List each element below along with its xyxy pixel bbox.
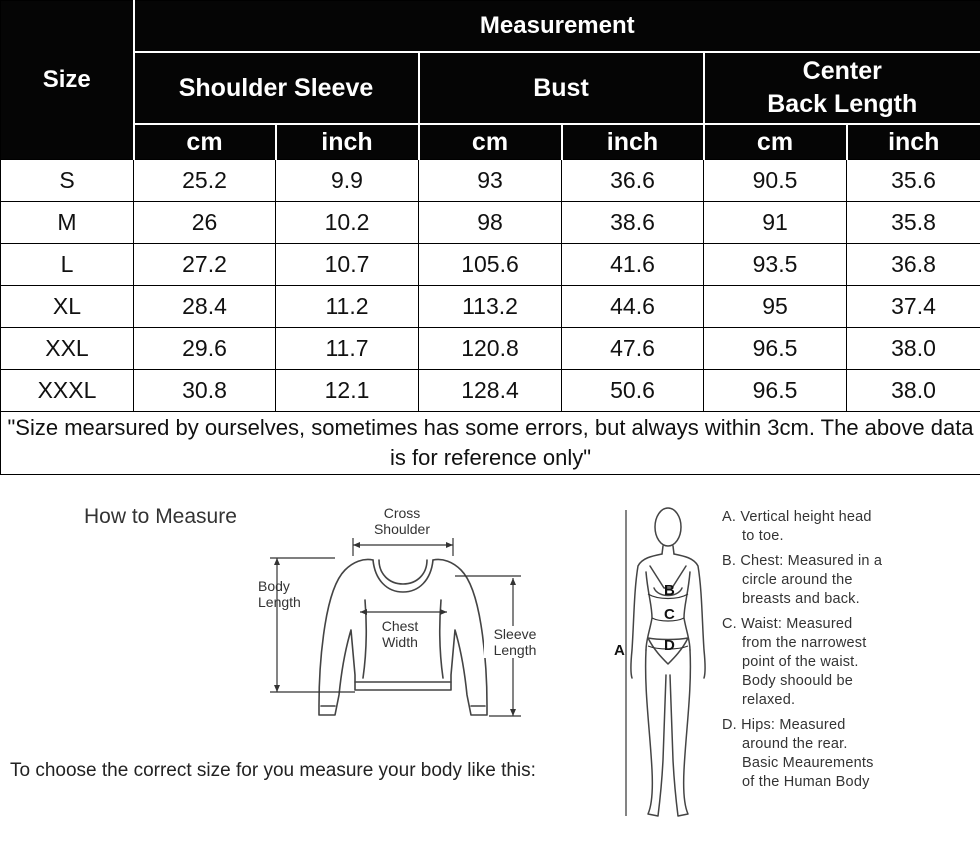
size-cell: L — [1, 244, 134, 286]
table-cell: 29.6 — [134, 328, 276, 370]
table-cell: 38.0 — [847, 328, 980, 370]
legend-text: D. Hips: Measured — [722, 717, 846, 733]
unit-header: cm — [134, 124, 276, 160]
table-cell: 96.5 — [704, 328, 847, 370]
table-row — [1, 160, 980, 202]
legend-text: circle around the — [742, 572, 853, 588]
table-cell: 98 — [419, 202, 562, 244]
table-cell: 36.8 — [847, 244, 980, 286]
size-cell: M — [1, 202, 134, 244]
group-label: Shoulder Sleeve — [178, 73, 374, 102]
table-cell: 27.2 — [134, 244, 276, 286]
cross-shoulder-label — [362, 505, 442, 537]
size-header: Size — [1, 1, 134, 160]
legend-text: Basic Meaurements — [742, 755, 874, 771]
table-row — [1, 370, 980, 412]
table-cell: 47.6 — [562, 328, 704, 370]
table-cell: 37.4 — [847, 286, 980, 328]
how-to-measure-title: How to Measure — [84, 505, 237, 528]
table-cell: 12.1 — [276, 370, 419, 412]
group-label-line1: Center — [802, 57, 882, 85]
legend-item-c — [722, 615, 972, 710]
table-cell: 25.2 — [134, 160, 276, 202]
table-row — [1, 244, 980, 286]
table-cell: 10.2 — [276, 202, 419, 244]
measurement-legend — [722, 508, 972, 798]
body-letter-c: C — [664, 606, 675, 623]
choose-size-instruction: To choose the correct size for you measure your body like this: — [10, 760, 536, 781]
label-line: Shoulder — [373, 521, 431, 537]
table-cell: 11.2 — [276, 286, 419, 328]
unit-header: inch — [847, 124, 980, 160]
label-line: Length — [493, 642, 537, 658]
group-label-line2: Back Length — [767, 90, 918, 118]
label-line: Body — [258, 578, 290, 594]
table-cell: 44.6 — [562, 286, 704, 328]
table-cell: 41.6 — [562, 244, 704, 286]
table-cell: 11.7 — [276, 328, 419, 370]
label-line: Length — [258, 594, 301, 610]
legend-item-d — [722, 716, 972, 792]
legend-item-b — [722, 552, 972, 609]
body-figure-diagram — [618, 500, 718, 830]
label-line: Sleeve — [493, 626, 537, 642]
legend-text: from the narrowest — [742, 635, 867, 651]
body-letter-a: A — [614, 642, 625, 659]
legend-text: to toe. — [742, 528, 784, 544]
table-cell: 128.4 — [419, 370, 562, 412]
group-label: Bust — [533, 73, 589, 102]
size-cell: XXL — [1, 328, 134, 370]
chest-width-label — [372, 618, 428, 650]
table-row — [1, 328, 980, 370]
table-cell: 120.8 — [419, 328, 562, 370]
table-cell: 28.4 — [134, 286, 276, 328]
body-letter-b: B — [664, 582, 675, 599]
measurement-header: Measurement — [134, 1, 980, 53]
table-cell: 113.2 — [419, 286, 562, 328]
unit-header: inch — [562, 124, 704, 160]
label-line: Width — [382, 634, 418, 650]
sleeve-length-label — [484, 626, 546, 658]
table-cell: 90.5 — [704, 160, 847, 202]
unit-header: cm — [419, 124, 562, 160]
table-cell: 93.5 — [704, 244, 847, 286]
table-row — [1, 202, 980, 244]
bust-header — [419, 52, 704, 124]
legend-text: around the rear. — [742, 736, 848, 752]
legend-text: C. Waist: Measured — [722, 616, 853, 632]
center-back-length-header — [704, 52, 980, 124]
legend-text: of the Human Body — [742, 774, 870, 790]
legend-text: point of the waist. — [742, 654, 859, 670]
table-cell: 105.6 — [419, 244, 562, 286]
label-line: Chest — [381, 618, 419, 634]
table-cell: 9.9 — [276, 160, 419, 202]
table-cell: 38.6 — [562, 202, 704, 244]
body-length-label — [258, 578, 320, 610]
table-cell: 93 — [419, 160, 562, 202]
legend-text: Body shoould be — [742, 673, 854, 689]
size-cell: S — [1, 160, 134, 202]
shoulder-sleeve-header — [134, 52, 419, 124]
table-cell: 95 — [704, 286, 847, 328]
size-cell: XL — [1, 286, 134, 328]
table-cell: 91 — [704, 202, 847, 244]
table-cell: 96.5 — [704, 370, 847, 412]
table-cell: 36.6 — [562, 160, 704, 202]
legend-item-a — [722, 508, 972, 546]
unit-header: cm — [704, 124, 847, 160]
unit-header: inch — [276, 124, 419, 160]
table-cell: 50.6 — [562, 370, 704, 412]
legend-text: A. Vertical height head — [722, 509, 872, 525]
legend-text: B. Chest: Measured in a — [722, 553, 883, 569]
table-cell: 35.6 — [847, 160, 980, 202]
table-cell: 35.8 — [847, 202, 980, 244]
measurement-note: "Size mearsured by ourselves, sometimes has some errors, but always within 3cm. The above data is for reference only" — [1, 412, 980, 475]
label-line: Cross — [383, 505, 421, 521]
table-cell: 10.7 — [276, 244, 419, 286]
legend-text: breasts and back. — [742, 591, 860, 607]
table-row — [1, 286, 980, 328]
table-cell: 26 — [134, 202, 276, 244]
legend-text: relaxed. — [742, 692, 796, 708]
body-letter-d: D — [664, 637, 675, 654]
table-cell: 38.0 — [847, 370, 980, 412]
size-cell: XXXL — [1, 370, 134, 412]
table-cell: 30.8 — [134, 370, 276, 412]
